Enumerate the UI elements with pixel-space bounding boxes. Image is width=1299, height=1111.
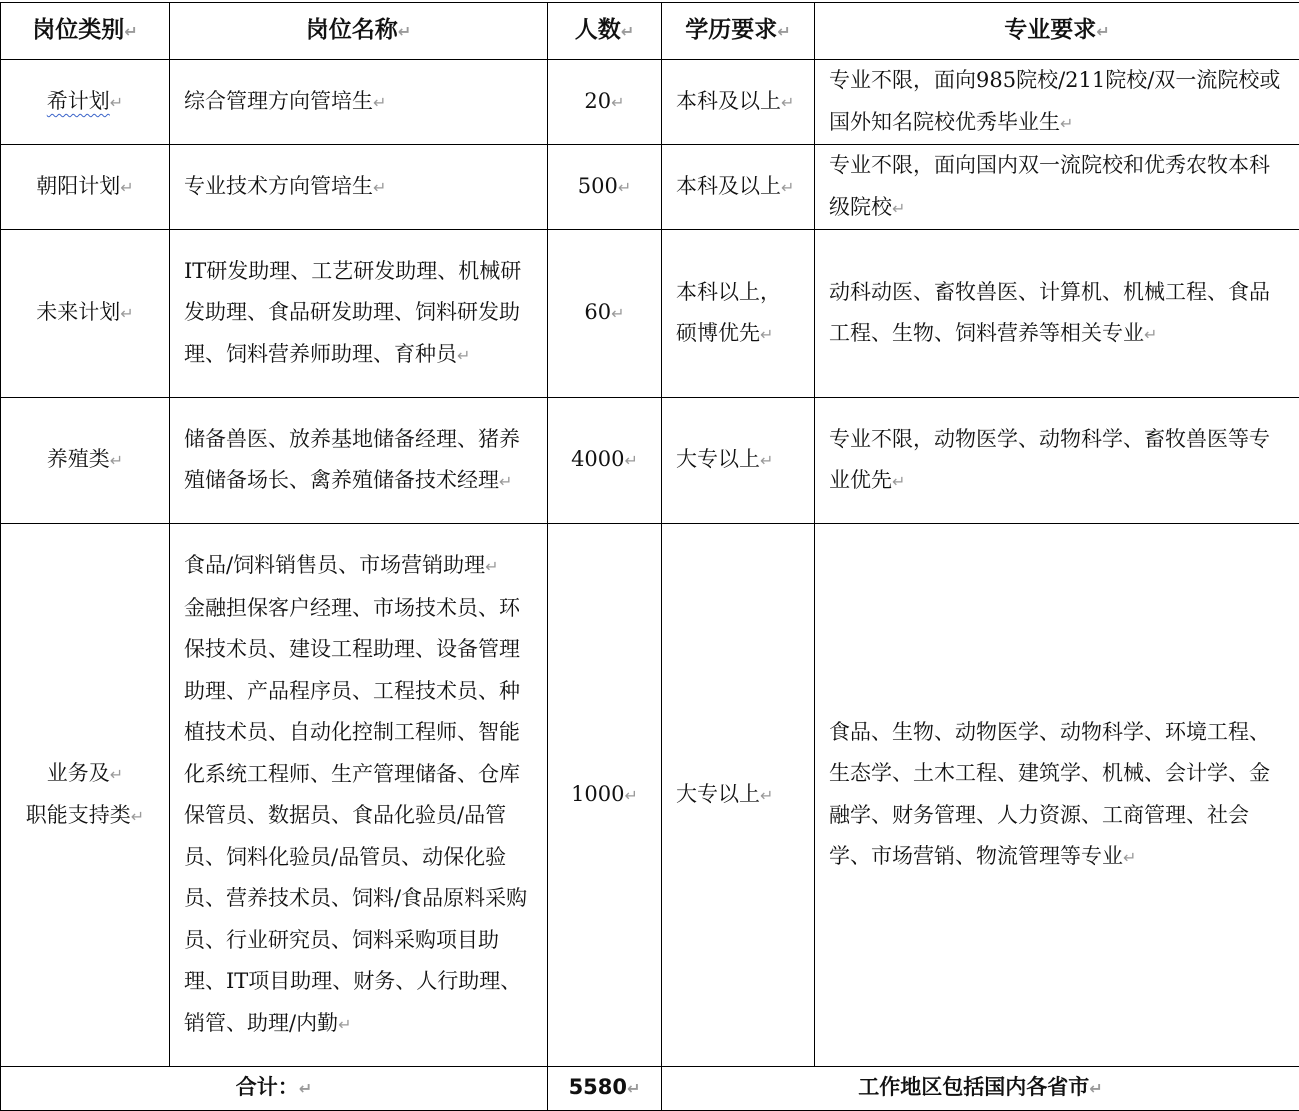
table-row bbox=[1, 524, 1299, 1067]
cell-major: 专业不限，动物医学、动物科学、畜牧兽医等专业优先↵ bbox=[815, 398, 1299, 524]
total-label: 合计：↵ bbox=[1, 1067, 548, 1111]
cell-category: 未来计划↵ bbox=[1, 230, 170, 398]
cell-category: 养殖类↵ bbox=[1, 398, 170, 524]
cell-count: 60↵ bbox=[548, 230, 662, 398]
header-category: 岗位类别↵ bbox=[1, 3, 170, 60]
total-row bbox=[1, 1067, 1299, 1111]
cell-category: 朝阳计划↵ bbox=[1, 145, 170, 230]
table-row bbox=[1, 398, 1299, 524]
cell-education: 本科及以上↵ bbox=[662, 60, 815, 145]
cell-count: 20↵ bbox=[548, 60, 662, 145]
cell-position: 综合管理方向管培生↵ bbox=[170, 60, 548, 145]
recruitment-table bbox=[0, 2, 1299, 1111]
header-position: 岗位名称↵ bbox=[170, 3, 548, 60]
table-row bbox=[1, 60, 1299, 145]
work-area-note: 工作地区包括国内各省市↵ bbox=[662, 1067, 1299, 1111]
cell-position: 食品/饲料销售员、市场营销助理↵ 金融担保客户经理、市场技术员、环保技术员、建设工程助理、设备管理助理、产品程序员、工程技术员、种植技术员、自动化控制工程师、智能化系统工程师、生产管理储备、仓库保管员、数据员、食品化验员/品管员、饲料化验员/品管员、动保化验员、营养技术员、饲料/食品原料采购员、行业研究员、饲料采购项目助理、IT项目助理、财务、人行助理、销管、助理/内勤↵ bbox=[170, 524, 548, 1067]
cell-position: IT研发助理、工艺研发助理、机械研发助理、食品研发助理、饲料研发助理、饲料营养师助理、育种员↵ bbox=[170, 230, 548, 398]
total-count: 5580↵ bbox=[548, 1067, 662, 1111]
cell-position: 储备兽医、放养基地储备经理、猪养殖储备场长、禽养殖储备技术经理↵ bbox=[170, 398, 548, 524]
cell-count: 4000↵ bbox=[548, 398, 662, 524]
cell-major: 动科动医、畜牧兽医、计算机、机械工程、食品工程、生物、饲料营养等相关专业↵ bbox=[815, 230, 1299, 398]
cell-major: 专业不限，面向985院校/211院校/双一流院校或国外知名院校优秀毕业生↵ bbox=[815, 60, 1299, 145]
header-education: 学历要求↵ bbox=[662, 3, 815, 60]
cell-category: 业务及↵ 职能支持类↵ bbox=[1, 524, 170, 1067]
cell-education: 本科以上，硕博优先↵ bbox=[662, 230, 815, 398]
cell-education: 大专以上↵ bbox=[662, 524, 815, 1067]
header-count: 人数↵ bbox=[548, 3, 662, 60]
cell-category: 希计划↵ bbox=[1, 60, 170, 145]
header-row bbox=[1, 3, 1299, 60]
table-row bbox=[1, 230, 1299, 398]
table-row bbox=[1, 145, 1299, 230]
cell-count: 1000↵ bbox=[548, 524, 662, 1067]
cell-education: 本科及以上↵ bbox=[662, 145, 815, 230]
cell-major: 专业不限，面向国内双一流院校和优秀农牧本科级院校↵ bbox=[815, 145, 1299, 230]
cell-count: 500↵ bbox=[548, 145, 662, 230]
cell-position: 专业技术方向管培生↵ bbox=[170, 145, 548, 230]
cell-education: 大专以上↵ bbox=[662, 398, 815, 524]
header-major: 专业要求↵ bbox=[815, 3, 1299, 60]
cell-major: 食品、生物、动物医学、动物科学、环境工程、生态学、土木工程、建筑学、机械、会计学、金融学、财务管理、人力资源、工商管理、社会学、市场营销、物流管理等专业↵ bbox=[815, 524, 1299, 1067]
